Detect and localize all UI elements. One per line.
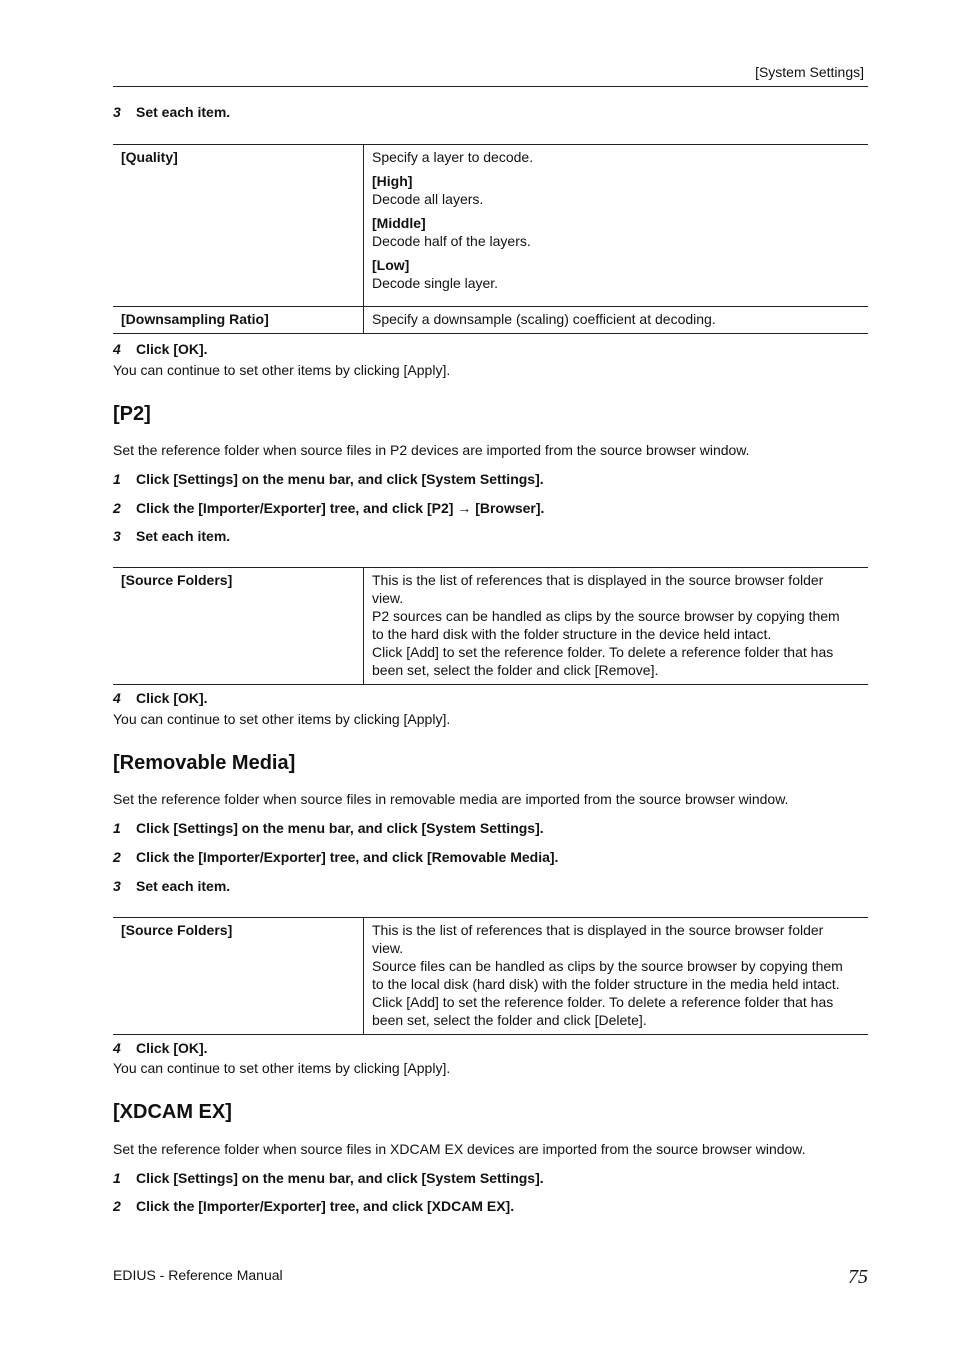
removable-step-1: 1 Click [Settings] on the menu bar, and click [System Settings]. [113,820,544,836]
table-row [113,307,868,334]
section-title-removable-media: [Removable Media] [113,752,296,774]
option-middle-label: [Middle] [372,215,426,231]
xdcam-step-1: 1 Click [Settings] on the menu bar, and click [System Settings]. [113,1170,544,1186]
removable-apply-note: You can continue to set other items by clicking [Apply]. [113,1060,451,1076]
option-low-text: Decode single layer. [372,275,499,291]
option-low-label: [Low] [372,257,410,273]
table-key-quality: [Quality] [113,145,364,307]
section-title-p2: [P2] [113,403,151,425]
option-high-label: [High] [372,173,413,189]
removable-step-4: 4 Click [OK]. [113,1040,208,1056]
p2-step-2: 2 Click the [Importer/Exporter] tree, and click [P2] → [Browser]. [113,500,545,516]
xdcam-step-2: 2 Click the [Importer/Exporter] tree, and click [XDCAM EX]. [113,1198,515,1214]
table-desc-source-folders: This is the list of references that is displayed in the source browser folder view. P2 sources can be handled as clips by the source browser by copying them to the hard disk with the folder structure in the device held intact. Click [Add] to set the reference folder. To delete a reference folder that has been set, select the folder and click [Remove]. [372,572,840,678]
section-intro-xdcam-ex: Set the reference folder when source files in XDCAM EX devices are imported from the source browser window. [113,1141,806,1157]
removable-source-folders-table [113,917,868,1035]
section-title-xdcam-ex: [XDCAM EX] [113,1101,232,1123]
section-intro-removable-media: Set the reference folder when source files in removable media are imported from the source browser window. [113,791,789,807]
p2-step-1: 1 Click [Settings] on the menu bar, and click [System Settings]. [113,471,544,487]
p2-step-4: 4 Click [OK]. [113,690,208,706]
table-key-downsampling-ratio: [Downsampling Ratio] [113,307,364,334]
page-header [113,62,868,87]
table-row [113,918,868,1035]
step-3-set-each-item: 3 Set each item. [113,104,231,120]
table-desc-quality: Specify a layer to decode. [High] Decode all layers. [Middle] Decode half of the layers. [Low] Decode single layer. [364,145,869,307]
table-row [113,568,868,685]
removable-step-2: 2 Click the [Importer/Exporter] tree, and click [Removable Media]. [113,849,559,865]
table-key-source-folders: [Source Folders] [113,918,364,1035]
p2-step-3: 3 Set each item. [113,528,231,544]
option-middle-text: Decode half of the layers. [372,233,531,249]
table-key-source-folders: [Source Folders] [113,568,364,685]
footer-manual-title: EDIUS - Reference Manual [113,1267,283,1283]
section-intro-p2: Set the reference folder when source files in P2 devices are imported from the source browser window. [113,442,750,458]
removable-step-3: 3 Set each item. [113,878,231,894]
option-high-text: Decode all layers. [372,191,484,207]
table-desc-downsampling-ratio: Specify a downsample (scaling) coefficient at decoding. [372,311,716,327]
quality-settings-table [113,144,868,334]
apply-note: You can continue to set other items by clicking [Apply]. [113,362,451,378]
p2-apply-note: You can continue to set other items by clicking [Apply]. [113,711,451,727]
header-section-title: [System Settings] [755,64,864,80]
p2-source-folders-table [113,567,868,685]
table-row [113,145,868,307]
table-desc-source-folders: This is the list of references that is displayed in the source browser folder view. Source files can be handled as clips by the source browser by copying them to the local disk (hard disk) with the folder structure in the media held intact. Click [Add] to set the reference folder. To delete a reference folder that has been set, select the folder and click [Delete]. [372,922,843,1028]
step-4-click-ok: 4 Click [OK]. [113,341,208,357]
page-number: 75 [848,1266,868,1288]
